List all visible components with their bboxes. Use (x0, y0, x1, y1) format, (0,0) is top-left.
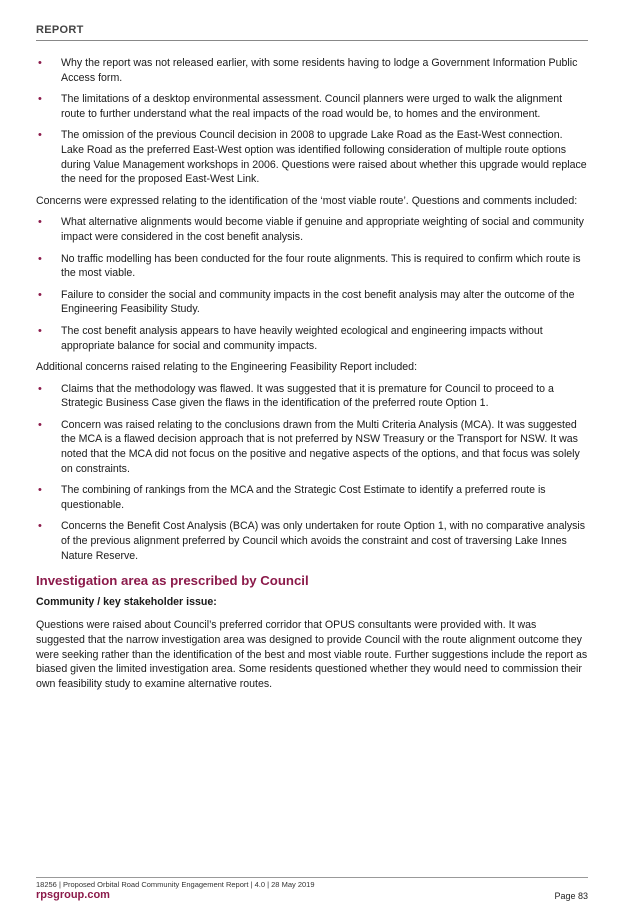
bullet-icon: • (38, 252, 42, 265)
footer-divider (36, 877, 588, 878)
list-item-text: Why the report was not released earlier, with some residents having to lodge a Government Information Public Access form. (61, 57, 578, 84)
list-item-text: Failure to consider the social and community impacts in the cost benefit analysis may alter the outcome of the Engineering Feasibility Study. (61, 288, 575, 316)
list-item (36, 418, 588, 476)
intro-bullet-list (36, 56, 588, 187)
list-item-text: The cost benefit analysis appears to have heavily weighted ecological and engineering impacts without appropriate balance for social and community impacts. (61, 324, 543, 352)
bullet-icon: • (38, 129, 42, 142)
bullet-icon: • (38, 418, 42, 431)
list-item-text: The limitations of a desktop environmental assessment. Council planners were urged to walk the alignment route to further understand what the real impacts of the road would be, to homes and the environment. (61, 93, 563, 120)
page-content (36, 56, 588, 698)
bullet-icon: • (38, 93, 42, 106)
list-item (36, 252, 588, 281)
bullet-icon: • (38, 382, 42, 395)
list-item (36, 324, 588, 353)
bullet-icon: • (38, 520, 42, 533)
list-item-text: Concern was raised relating to the conclusions drawn from the Multi Criteria Analysis (MCA). It was suggested the MCA is a flawed decision approach that is not preferred by NSW Treasury or the Transport for NSW. It was noted that the MCA did not focus on the positive and negative aspects of the options, and that focus was solely on constraints. (61, 418, 580, 475)
list-item (36, 382, 588, 411)
list-item (36, 288, 588, 317)
section-paragraph: Questions were raised about Council’s preferred corridor that OPUS consultants were provided with. It was suggested that the narrow investigation area was designed to provide Council with the route alignment outcome they were seeking rather than the identification of the best and most viable route. Further suggestions include the report as biased given the limited investigation area. Some residents questioned whether they would need to commission their own feasibility study to examine alternative routes. (36, 619, 588, 690)
section-subheading: Community / key stakeholder issue: (36, 595, 217, 608)
bullet-icon: • (38, 216, 42, 229)
footer-website-link[interactable]: rpsgroup.com (36, 889, 110, 901)
list-item-text: The omission of the previous Council decision in 2008 to upgrade Lake Road as the East-West connection. Lake Road as the preferred East-West option was identified following consideration of multiple route options during Value Management workshops in 2006. Questions were raised about whether this upgrade would replace the need for the proposed East-West Link. (61, 129, 587, 186)
footer-document-info: 18256 | Proposed Orbital Road Community Engagement Report | 4.0 | 28 May 2019 (36, 880, 315, 889)
bullet-icon: • (38, 288, 42, 301)
list-item (36, 483, 588, 512)
report-header: REPORT (36, 24, 588, 41)
list-item-text: The combining of rankings from the MCA and the Strategic Cost Estimate to identify a preferred route is questionable. (61, 484, 546, 511)
list-item (36, 128, 588, 186)
list-item-text: Claims that the methodology was flawed. It was suggested that it is premature for Council to proceed to a Strategic Business Case given the flaws in the identification of the preferred route Option 1. (61, 382, 554, 410)
route-intro-paragraph: Concerns were expressed relating to the identification of the ‘most viable route’. Questions and comments included: (36, 194, 578, 207)
list-item (36, 519, 588, 563)
section-heading: Investigation area as prescribed by Council (36, 573, 309, 589)
feasibility-bullet-list (36, 382, 588, 564)
feasibility-intro-paragraph: Additional concerns raised relating to the Engineering Feasibility Report included: (36, 361, 418, 374)
route-bullet-list (36, 215, 588, 353)
list-item-text: Concerns the Benefit Cost Analysis (BCA) was only undertaken for route Option 1, with no comparative analysis of the previous alignment preferred by Council which avoids the constraint and cost of traversing Lake Innes Nature Reserve. (61, 520, 586, 562)
list-item (36, 215, 588, 244)
list-item-text: No traffic modelling has been conducted for the four route alignments. This is required to confirm which route is the most viable. (61, 252, 581, 280)
bullet-icon: • (38, 324, 42, 337)
bullet-icon: • (38, 57, 42, 69)
list-item (36, 56, 588, 85)
list-item-text: What alternative alignments would become viable if genuine and appropriate weighting of social and community impact were considered in the cost benefit analysis. (61, 216, 584, 243)
list-item (36, 92, 588, 121)
bullet-icon: • (38, 484, 42, 497)
page-number: Page 83 (554, 891, 588, 901)
